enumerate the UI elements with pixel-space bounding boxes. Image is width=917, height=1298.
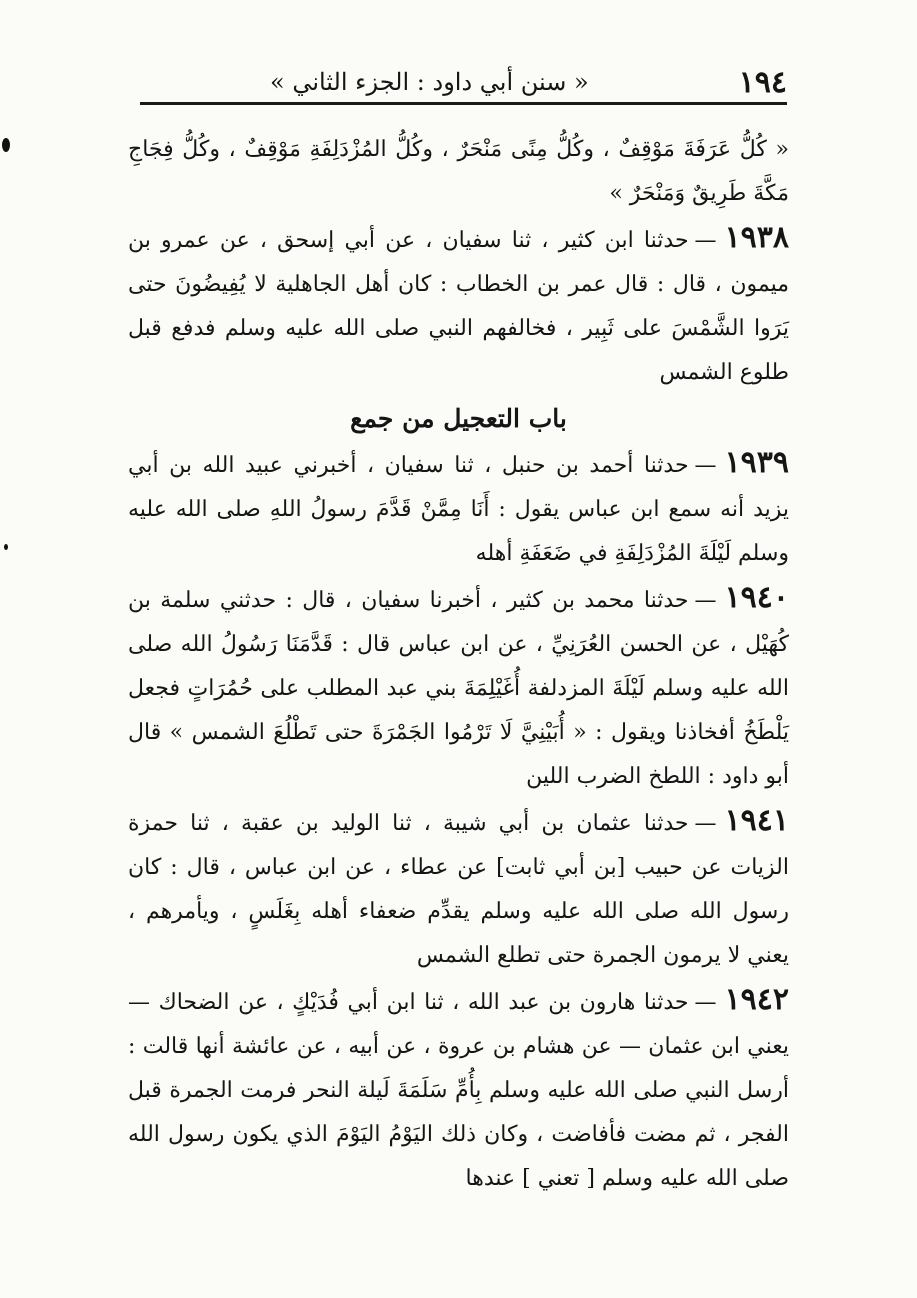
hadith-1942: ١٩٤٢—حدثنا هارون بن عبد الله ، ثنا ابن أبي فُدَيْكٍ ، عن الضحاك — يعني ابن عثمان — عن هشام بن عروة ، عن أبيه ، عن عائشة أنها قالت : أرسل النبي صلى الله عليه وسلم بِأُمِّ سَلَمَةَ لَيلة النحر فرمت الجمرة قبل الفجر ، ثم مضت فأفاضت ، وكان ذلك اليَوْمُ اليَوْمَ الذي يكون رسول الله صلى الله عليه وسلم [ تعني ] عندها bbox=[128, 982, 789, 1191]
running-title: « سنن أبي داود : الجزء الثاني » bbox=[270, 68, 589, 96]
hadith-body: حدثنا هارون بن عبد الله ، ثنا ابن أبي فُدَيْكٍ ، عن الضحاك — يعني ابن عثمان — عن هشام بن عروة ، عن أبيه ، عن عائشة أنها قالت : أرسل النبي صلى الله عليه وسلم بِأُمِّ سَلَمَةَ لَيلة النحر فرمت الجمرة قبل الفجر ، ثم مضت فأفاضت ، وكان ذلك اليَوْمُ اليَوْمَ الذي يكون رسول الله صلى الله عليه وسلم [ تعني ] عندها bbox=[128, 990, 789, 1191]
hadith-1941: ١٩٤١—حدثنا عثمان بن أبي شيبة ، ثنا الوليد بن عقبة ، ثنا حمزة الزيات عن حبيب [بن أبي ثابت] عن عطاء ، عن ابن عباس ، قال : كان رسول الله صلى الله عليه وسلم يقدِّم ضعفاء أهله بِغَلَسٍ ، ويأمرهم ، يعني لا يرمون الجمرة حتى تطلع الشمس bbox=[128, 803, 789, 968]
ink-mark bbox=[2, 138, 10, 152]
ink-mark bbox=[4, 544, 8, 550]
chapter-title: باب التعجيل من جمع bbox=[350, 404, 567, 433]
hadith-number: ١٩٤٠ bbox=[724, 580, 789, 615]
page-header bbox=[140, 62, 787, 102]
hadith-number: ١٩٤٢ bbox=[724, 982, 789, 1017]
hadith-body: حدثنا ابن كثير ، ثنا سفيان ، عن أبي إسحق ، عن عمرو بن ميمون ، قال : قال عمر بن الخطاب : كان أهل الجاهلية لا يُفِيضُونَ حتى يَرَوا الشَّمْسَ على ثَبِير ، فخالفهم النبي صلى الله عليه وسلم فدفع قبل طلوع الشمس bbox=[128, 228, 789, 385]
hadith-text-continued: « كُلُّ عَرَفَةَ مَوْقِفٌ ، وكُلُّ مِنًى مَنْحَرٌ ، وكُلُّ المُزْدَلِفَةِ مَوْقِفٌ ، وكُلُّ فِجَاجِ مَكَّةَ طَرِيقٌ وَمَنْحَرٌ » bbox=[128, 137, 789, 206]
hadith-number: ١٩٤١ bbox=[724, 803, 789, 838]
hadith-1939: ١٩٣٩—حدثنا أحمد بن حنبل ، ثنا سفيان ، أخبرني عبيد الله بن أبي يزيد أنه سمع ابن عباس يقول : أَنَا مِمَّنْ قَدَّمَ رسولُ اللهِ صلى الله عليه وسلم لَيْلَةَ المُزْدَلِفَةِ في ضَعَفَةِ أهله bbox=[128, 445, 789, 566]
hadith-body: حدثنا محمد بن كثير ، أخبرنا سفيان ، قال : حدثني سلمة بن كُهَيْل ، عن الحسن العُرَنِيِّ ، عن ابن عباس قال : قَدَّمَنَا رَسُولُ الله صلى الله عليه وسلم لَيْلَةَ المزدلفة أُغَيْلِمَةَ بني عبد المطلب على حُمُرَاتٍ فجعل يَلْطَخُ أفخاذنا ويقول : « أُبَيْنِيَّ لَا تَرْمُوا الجَمْرَةَ حتى تَطْلُعَ الشمس » قال أبو داود : اللطخ الضرب اللين bbox=[128, 588, 789, 789]
page-content bbox=[128, 128, 789, 1201]
hadith-1940: ١٩٤٠—حدثنا محمد بن كثير ، أخبرنا سفيان ، قال : حدثني سلمة بن كُهَيْل ، عن الحسن العُرَنِيِّ ، عن ابن عباس قال : قَدَّمَنَا رَسُولُ الله صلى الله عليه وسلم لَيْلَةَ المزدلفة أُغَيْلِمَةَ بني عبد المطلب على حُمُرَاتٍ فجعل يَلْطَخُ أفخاذنا ويقول : « أُبَيْنِيَّ لَا تَرْمُوا الجَمْرَةَ حتى تَطْلُعَ الشمس » قال أبو داود : اللطخ الضرب اللين bbox=[128, 580, 789, 789]
page-number: ١٩٤ bbox=[738, 64, 787, 100]
header-rule bbox=[140, 102, 787, 105]
hadith-body: حدثنا أحمد بن حنبل ، ثنا سفيان ، أخبرني عبيد الله بن أبي يزيد أنه سمع ابن عباس يقول : أَنَا مِمَّنْ قَدَّمَ رسولُ اللهِ صلى الله عليه وسلم لَيْلَةَ المُزْدَلِفَةِ في ضَعَفَةِ أهله bbox=[128, 453, 789, 566]
hadith-1938: ١٩٣٨—حدثنا ابن كثير ، ثنا سفيان ، عن أبي إسحق ، عن عمرو بن ميمون ، قال : قال عمر بن الخطاب : كان أهل الجاهلية لا يُفِيضُونَ حتى يَرَوا الشَّمْسَ على ثَبِير ، فخالفهم النبي صلى الله عليه وسلم فدفع قبل طلوع الشمس bbox=[128, 220, 789, 385]
hadith-body: حدثنا عثمان بن أبي شيبة ، ثنا الوليد بن عقبة ، ثنا حمزة الزيات عن حبيب [بن أبي ثابت] عن عطاء ، عن ابن عباس ، قال : كان رسول الله صلى الله عليه وسلم يقدِّم ضعفاء أهله بِغَلَسٍ ، ويأمرهم ، يعني لا يرمون الجمرة حتى تطلع الشمس bbox=[128, 811, 789, 968]
hadith-number: ١٩٣٩ bbox=[724, 445, 789, 480]
hadith-number: ١٩٣٨ bbox=[724, 220, 789, 255]
